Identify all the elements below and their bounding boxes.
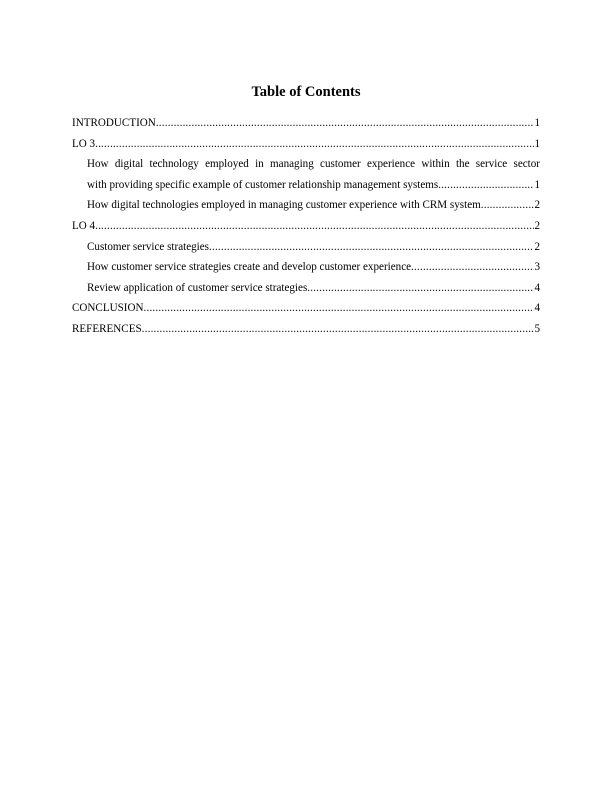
toc-entry-conclusion[interactable] — [72, 298, 540, 319]
toc-entry-digital-technology[interactable] — [72, 175, 540, 196]
toc-entry-text: Review application of customer service strategies — [87, 281, 308, 294]
toc-title: Table of Contents — [251, 84, 361, 100]
toc-entry-text: CONCLUSION — [72, 302, 144, 315]
toc-entry-text: LO 3 — [72, 137, 96, 150]
toc-page-number: 3 — [534, 261, 540, 274]
toc-entry-references[interactable] — [72, 319, 540, 340]
toc-entry-text: LO 4 — [72, 219, 96, 232]
toc-page-number: 4 — [534, 302, 540, 315]
toc-page-number: 5 — [534, 322, 540, 335]
toc-entry-text: with providing specific example of customer relationship management systems — [87, 178, 439, 191]
toc-page-number: 4 — [534, 281, 540, 294]
toc-entry-text: Customer service strategies — [87, 240, 209, 253]
toc-entry-review-application[interactable] — [72, 278, 540, 299]
toc-leader — [144, 298, 535, 319]
toc-page-number: 2 — [534, 199, 540, 212]
toc-leader — [95, 134, 534, 155]
toc-list — [72, 113, 540, 340]
toc-page-number: 2 — [534, 240, 540, 253]
toc-leader — [209, 237, 534, 258]
toc-entry-digital-technology-line1[interactable] — [72, 154, 540, 175]
toc-leader — [142, 319, 535, 340]
toc-entry-create-develop-experience[interactable] — [72, 257, 540, 278]
toc-leader — [156, 113, 535, 134]
toc-page-number: 2 — [534, 219, 540, 232]
toc-entry-customer-service-strategies[interactable] — [72, 237, 540, 258]
toc-leader — [411, 257, 534, 278]
toc-leader — [95, 216, 534, 237]
toc-page-number: 1 — [534, 178, 540, 191]
toc-entry-text-line1: How digital technology employed in managing customer experience within the service sector — [87, 158, 540, 171]
toc-entry-lo3[interactable] — [72, 134, 540, 155]
toc-page-number: 1 — [534, 137, 540, 150]
toc-entry-text: REFERENCES — [72, 322, 142, 335]
toc-page-number: 1 — [534, 117, 540, 129]
toc-leader — [481, 195, 535, 216]
toc-leader — [307, 278, 534, 299]
toc-entry-introduction[interactable] — [72, 113, 540, 134]
toc-entry-lo4[interactable] — [72, 216, 540, 237]
toc-entry-text: How customer service strategies create and develop customer experience — [87, 261, 412, 274]
toc-entry-text: INTRODUCTION — [72, 117, 156, 129]
toc-entry-crm-system[interactable] — [72, 195, 540, 216]
toc-entry-text: How digital technologies employed in managing customer experience with CRM system — [87, 199, 481, 212]
toc-leader — [438, 175, 534, 196]
